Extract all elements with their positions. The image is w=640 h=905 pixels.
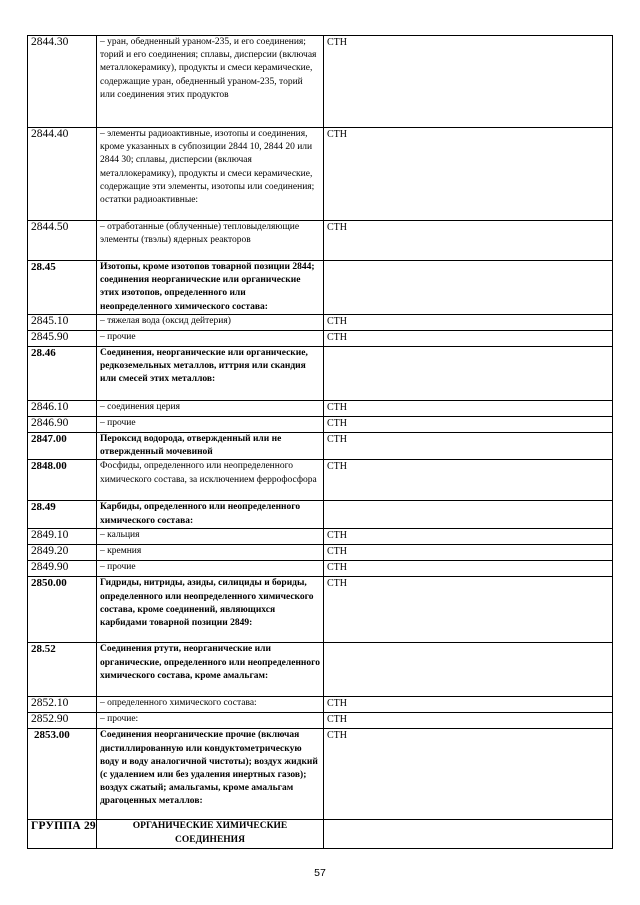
description: – отработанные (облученные) тепловыделяющие элементы (твэлы) ядерных реакторов [97, 221, 324, 261]
description: Изотопы, кроме изотопов товарной позиции 2844; соединения неорганические или органические этих изотопов, определенного или неопределенного химического состава: [97, 261, 324, 315]
hs-code: 2846.90 [28, 417, 97, 433]
table-row [28, 561, 613, 577]
table-row [28, 128, 613, 221]
hs-code: 28.46 [28, 347, 97, 401]
description: Карбиды, определенного или неопределенного химического состава: [97, 501, 324, 529]
table-row [28, 261, 613, 315]
unit [324, 347, 613, 401]
hs-code: 2853.00 [28, 729, 97, 820]
description: Соединения неорганические прочие (включая дистиллированную или кондуктометрическую воду и воду аналогичной чистоты); воздух жидкий (с удалением или без удаления инертных газов); воздух сжатый; амальгамы, кроме амальгам драгоценных металлов: [97, 729, 324, 820]
hs-code: 2845.90 [28, 331, 97, 347]
page-number: 57 [314, 867, 326, 879]
table-row [28, 577, 613, 643]
table-row [28, 460, 613, 501]
hs-code: 28.45 [28, 261, 97, 315]
hs-code: 2846.10 [28, 401, 97, 417]
table-row [28, 501, 613, 529]
hs-code: 2844.40 [28, 128, 97, 221]
description: Соединения ртути, неорганические или органические, определенного или неопределенного химического состава, кроме амальгам: [97, 643, 324, 697]
table-row [28, 36, 613, 128]
hs-code: 2850.00 [28, 577, 97, 643]
unit: СТН [324, 713, 613, 729]
table-row [28, 401, 613, 417]
table-row [28, 221, 613, 261]
hs-code: 2844.30 [28, 36, 97, 128]
description: – кремния [97, 545, 324, 561]
hs-code: 2849.90 [28, 561, 97, 577]
unit: СТН [324, 729, 613, 820]
description: – уран, обедненный ураном-235, и его соединения; торий и его соединения; сплавы, дисперсии (включая металлокерамику), продукты и смеси керамические, содержащие уран, обедненный ураном-235, торий или соединения этих продуктов [97, 36, 324, 128]
hs-code: 28.49 [28, 501, 97, 529]
table-row [28, 713, 613, 729]
table-row [28, 433, 613, 460]
hs-code: 2847.00 [28, 433, 97, 460]
unit [324, 501, 613, 529]
hs-code: 2849.20 [28, 545, 97, 561]
description: – кальция [97, 529, 324, 545]
unit: СТН [324, 460, 613, 501]
table-row [28, 820, 613, 849]
description: Пероксид водорода, отвержденный или не отвержденный мочевиной [97, 433, 324, 460]
unit: СТН [324, 561, 613, 577]
table-row [28, 729, 613, 820]
description: Фосфиды, определенного или неопределенного химического состава, за исключением феррофосфора [97, 460, 324, 501]
tariff-table [27, 35, 613, 849]
unit [324, 261, 613, 315]
table-row [28, 331, 613, 347]
unit: СТН [324, 36, 613, 128]
table-row [28, 697, 613, 713]
unit [324, 643, 613, 697]
hs-code: 2848.00 [28, 460, 97, 501]
table-row [28, 529, 613, 545]
unit: СТН [324, 697, 613, 713]
description: – элементы радиоактивные, изотопы и соединения, кроме указанных в субпозиции 2844 10, 2844 20 или 2844 30; сплавы, дисперсии (включая металлокерамику), продукты и смеси керамические, содержащие эти элементы, изотопы или соединения; остатки радиоактивные: [97, 128, 324, 221]
unit [324, 820, 613, 849]
unit: СТН [324, 401, 613, 417]
unit: СТН [324, 433, 613, 460]
description: – тяжелая вода (оксид дейтерия) [97, 315, 324, 331]
description: – прочие [97, 561, 324, 577]
unit: СТН [324, 529, 613, 545]
description: – прочие: [97, 713, 324, 729]
table-row [28, 545, 613, 561]
hs-code: 2845.10 [28, 315, 97, 331]
unit: СТН [324, 417, 613, 433]
unit: СТН [324, 315, 613, 331]
table-row [28, 347, 613, 401]
unit: СТН [324, 331, 613, 347]
hs-code: 2852.90 [28, 713, 97, 729]
group-code: ГРУППА 29 [28, 820, 97, 849]
table-row [28, 417, 613, 433]
hs-code: 2852.10 [28, 697, 97, 713]
description: Соединения, неорганические или органические, редкоземельных металлов, иттрия или скандия или смесей этих металлов: [97, 347, 324, 401]
description: – прочие [97, 331, 324, 347]
group-title: ОРГАНИЧЕСКИЕ ХИМИЧЕСКИЕ СОЕДИНЕНИЯ [97, 820, 324, 849]
unit: СТН [324, 128, 613, 221]
description: – соединения церия [97, 401, 324, 417]
table-row [28, 643, 613, 697]
description: – определенного химического состава: [97, 697, 324, 713]
description: Гидриды, нитриды, азиды, силициды и бориды, определенного или неопределенного химического состава, кроме соединений, являющихся карбидами товарной позиции 2849: [97, 577, 324, 643]
hs-code: 28.52 [28, 643, 97, 697]
unit: СТН [324, 577, 613, 643]
unit: СТН [324, 545, 613, 561]
description: – прочие [97, 417, 324, 433]
unit: СТН [324, 221, 613, 261]
hs-code: 2844.50 [28, 221, 97, 261]
hs-code: 2849.10 [28, 529, 97, 545]
table-row [28, 315, 613, 331]
